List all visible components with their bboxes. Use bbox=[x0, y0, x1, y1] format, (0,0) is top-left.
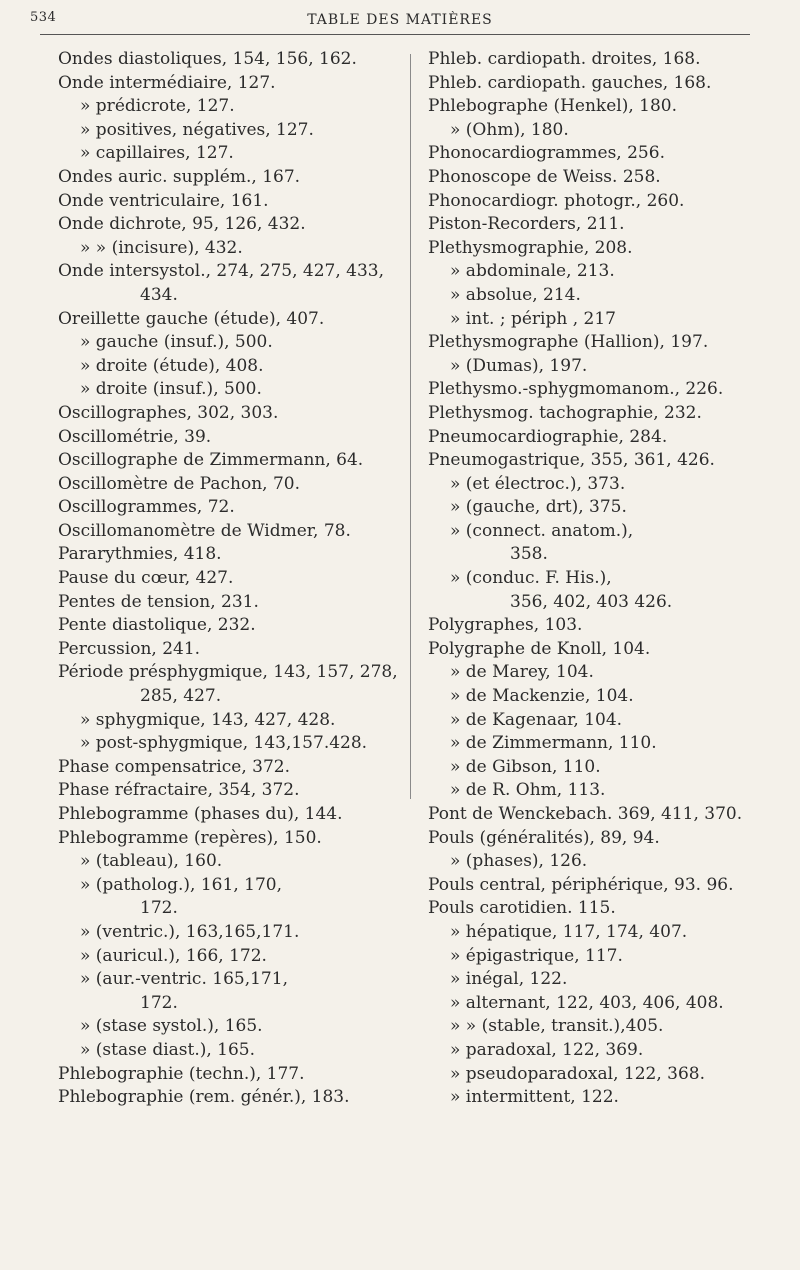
index-entry: Phase compensatrice, 372. bbox=[58, 756, 290, 777]
index-entry: » (patholog.), 161, 170, bbox=[80, 874, 282, 895]
index-entry: » de Kagenaar, 104. bbox=[450, 709, 623, 730]
index-entry: » gauche (insuf.), 500. bbox=[80, 332, 273, 353]
index-entry: » » (incisure), 432. bbox=[80, 237, 243, 258]
index-entry: Onde dichrote, 95, 126, 432. bbox=[58, 214, 306, 235]
index-entry: Phonocardiogr. photogr., 260. bbox=[428, 190, 685, 211]
index-entry: » de Marey, 104. bbox=[450, 662, 594, 683]
index-entry: » abdominale, 213. bbox=[450, 261, 615, 282]
index-entry: Oscillomanomètre de Widmer, 78. bbox=[58, 520, 351, 541]
index-entry: Ondes auric. supplém., 167. bbox=[58, 166, 301, 187]
index-entry: Plethysmo.-sphygmomanom., 226. bbox=[428, 379, 724, 400]
index-entry: » (connect. anatom.), bbox=[450, 520, 634, 541]
index-entry: Phlebographie (techn.), 177. bbox=[58, 1063, 305, 1084]
index-entry: Onde intersystol., 274, 275, 427, 433, bbox=[58, 261, 385, 282]
index-entry: » (Dumas), 197. bbox=[450, 355, 588, 376]
index-entry: Pouls central, périphérique, 93. 96. bbox=[428, 874, 734, 895]
index-entry: Phlebographe (Henkel), 180. bbox=[428, 96, 677, 117]
page-number: 534 bbox=[30, 10, 57, 25]
index-entry: Phleb. cardiopath. droites, 168. bbox=[428, 49, 701, 69]
index-entry: » (Ohm), 180. bbox=[450, 119, 569, 140]
index-entry: » prédicrote, 127. bbox=[80, 96, 235, 117]
index-entry: » alternant, 122, 403, 406, 408. bbox=[450, 992, 724, 1013]
index-entry: » capillaires, 127. bbox=[80, 143, 234, 164]
index-entry: » de Mackenzie, 104. bbox=[450, 686, 634, 707]
index-entry: » sphygmique, 143, 427, 428. bbox=[80, 709, 336, 730]
index-entry: » (phases), 126. bbox=[450, 851, 588, 872]
index-entry: » hépatique, 117, 174, 407. bbox=[450, 921, 688, 942]
index-entry: Oscillographe de Zimmermann, 64. bbox=[58, 450, 364, 471]
index-entry: Phase réfractaire, 354, 372. bbox=[58, 780, 300, 801]
index-entry: » (ventric.), 163,165,171. bbox=[80, 921, 300, 942]
left-index-column bbox=[58, 48, 406, 1110]
index-entry: 172. bbox=[140, 992, 178, 1013]
index-entry: » inégal, 122. bbox=[450, 969, 568, 990]
index-entry: » paradoxal, 122, 369. bbox=[450, 1039, 644, 1060]
index-entry: Pneumogastrique, 355, 361, 426. bbox=[428, 450, 715, 471]
index-entry: » absolue, 214. bbox=[450, 284, 581, 305]
index-entry: Phlebogramme (phases du), 144. bbox=[58, 804, 343, 824]
index-entry: » post-sphygmique, 143,157.428. bbox=[80, 733, 368, 754]
index-entry: Pararythmies, 418. bbox=[58, 544, 222, 565]
index-entry: 358. bbox=[510, 544, 548, 565]
index-entry: Percussion, 241. bbox=[58, 638, 201, 659]
index-entry: » (auricul.), 166, 172. bbox=[80, 945, 267, 966]
index-entry: 172. bbox=[140, 898, 178, 919]
index-entry: Période présphygmique, 143, 157, 278, bbox=[58, 662, 398, 683]
index-entry: » droite (insuf.), 500. bbox=[80, 379, 262, 400]
index-entry: » de Zimmermann, 110. bbox=[450, 733, 657, 754]
index-entry: Oscillométrie, 39. bbox=[58, 426, 212, 447]
index-entry: Piston-Recorders, 211. bbox=[428, 214, 625, 235]
index-entry: 356, 402, 403 426. bbox=[510, 591, 673, 612]
index-entry: Pouls (généralités), 89, 94. bbox=[428, 827, 660, 848]
index-entry: » épigastrique, 117. bbox=[450, 945, 623, 966]
index-entry: » (stase systol.), 165. bbox=[80, 1016, 263, 1037]
index-entry: » (aur.-ventric. 165,171, bbox=[80, 969, 288, 990]
index-entry: Oscillomètre de Pachon, 70. bbox=[58, 473, 300, 494]
index-entry: Pont de Wenckebach. 369, 411, 370. bbox=[428, 804, 743, 824]
index-entry: Phlebographie (rem. génér.), 183. bbox=[58, 1087, 350, 1108]
index-entry: Oscillographes, 302, 303. bbox=[58, 402, 279, 423]
index-entry: Pente diastolique, 232. bbox=[58, 615, 256, 636]
index-entry: Plethysmog. tachographie, 232. bbox=[428, 402, 702, 423]
index-entry: » droite (étude), 408. bbox=[80, 355, 264, 376]
index-entry: Pentes de tension, 231. bbox=[58, 591, 259, 612]
index-entry: Pause du cœur, 427. bbox=[58, 568, 234, 589]
index-entry: 285, 427. bbox=[140, 686, 222, 707]
index-entry: » (tableau), 160. bbox=[80, 851, 223, 872]
index-entry: 434. bbox=[140, 284, 178, 305]
index-entry: » de R. Ohm, 113. bbox=[450, 780, 606, 801]
index-entry: Phonocardiogrammes, 256. bbox=[428, 143, 665, 164]
index-entry: » (stase diast.), 165. bbox=[80, 1039, 256, 1060]
column-divider bbox=[410, 54, 411, 799]
index-entry: Oreillette gauche (étude), 407. bbox=[58, 308, 325, 329]
right-index-column bbox=[428, 48, 780, 1110]
index-entry: » positives, négatives, 127. bbox=[80, 119, 314, 140]
index-entry: Plethysmographie, 208. bbox=[428, 237, 633, 258]
index-entry: » (et électroc.), 373. bbox=[450, 473, 626, 494]
index-entry: Pouls carotidien. 115. bbox=[428, 898, 616, 919]
index-entry: » intermittent, 122. bbox=[450, 1087, 619, 1108]
index-entry: Polygraphe de Knoll, 104. bbox=[428, 638, 651, 659]
index-entry: Ondes diastoliques, 154, 156, 162. bbox=[58, 49, 357, 69]
index-entry: Oscillogrammes, 72. bbox=[58, 497, 235, 518]
header-rule bbox=[40, 34, 750, 35]
running-head-title: TABLE DES MATIÈRES bbox=[307, 12, 493, 28]
index-entry: Polygraphes, 103. bbox=[428, 615, 583, 636]
index-entry: Onde ventriculaire, 161. bbox=[58, 190, 269, 211]
index-entry: Phlebogramme (repères), 150. bbox=[58, 827, 322, 848]
index-entry: » de Gibson, 110. bbox=[450, 756, 601, 777]
index-entry: » (gauche, drt), 375. bbox=[450, 497, 627, 518]
index-entry: » pseudoparadoxal, 122, 368. bbox=[450, 1063, 706, 1084]
index-entry: Pneumocardiographie, 284. bbox=[428, 426, 668, 447]
index-entry: » int. ; périph , 217 bbox=[450, 308, 616, 329]
index-entry: » » (stable, transit.),405. bbox=[450, 1016, 664, 1037]
index-entry: Onde intermédiaire, 127. bbox=[58, 72, 276, 93]
index-entry: Plethysmographe (Hallion), 197. bbox=[428, 332, 709, 353]
index-entry: Phonoscope de Weiss. 258. bbox=[428, 166, 661, 187]
index-entry: Phleb. cardiopath. gauches, 168. bbox=[428, 72, 712, 93]
index-entry: » (conduc. F. His.), bbox=[450, 568, 612, 589]
